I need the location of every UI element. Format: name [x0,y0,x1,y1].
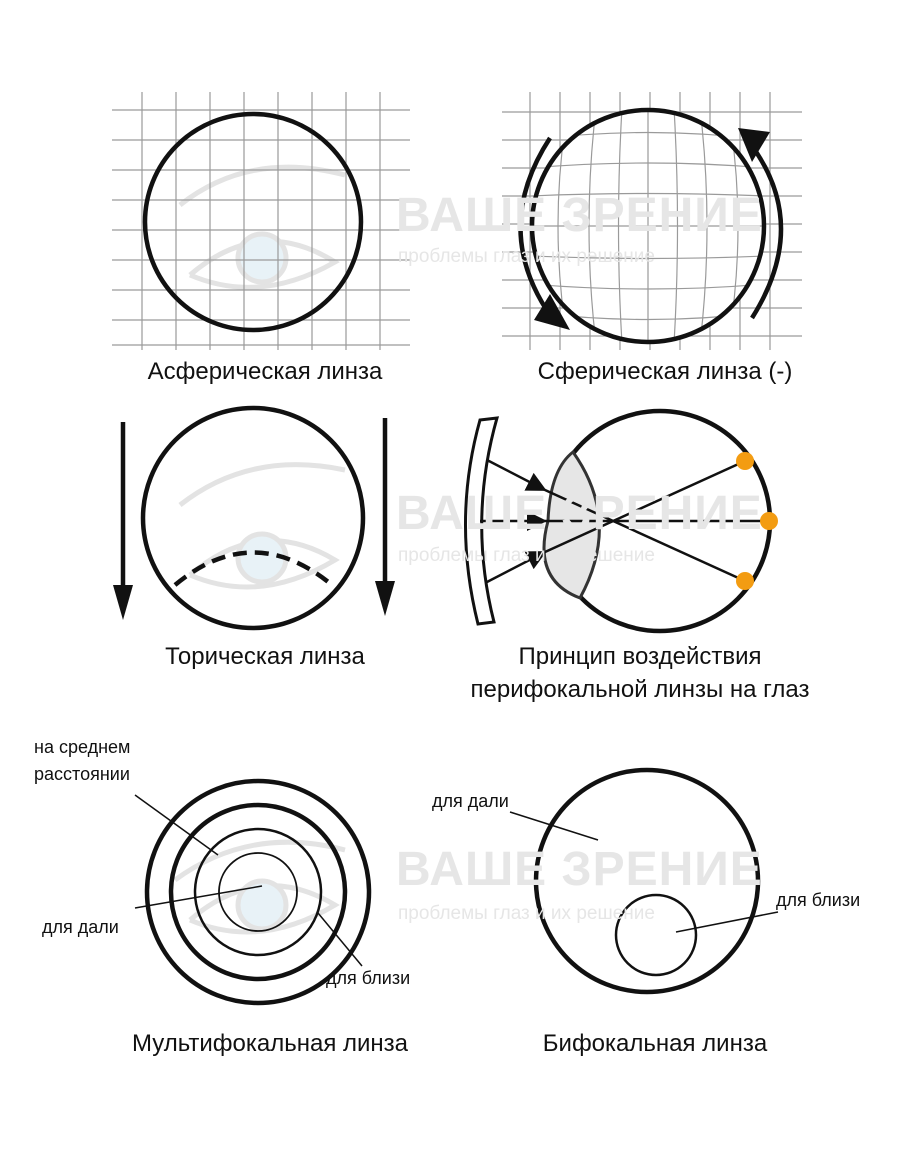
toric-arrow-left-head [113,585,133,620]
toric-arrow-right-head [375,581,395,616]
toric-lens-circle [143,408,363,628]
label-bifocal-near: для близи [776,890,861,910]
caption-aspheric: Асферическая линза [147,358,383,385]
label-multifocal-near: для близи [326,968,411,988]
caption-perifocal-line2: перифокальной линзы на глаз [470,676,810,703]
watermark-title: ВАШЕ ЗРЕНИЕ [396,487,763,540]
watermark-eye-2 [180,465,345,587]
perifocal-focus-dot-bottom [736,572,754,590]
caption-multifocal: Мультифокальная линза [131,1030,409,1057]
watermark-eye-1 [180,167,345,287]
caption-bifocal: Бифокальная линза [542,1030,768,1057]
label-multifocal-far: для дали [42,917,119,937]
watermark-title: ВАШЕ ЗРЕНИЕ [396,843,763,896]
perifocal-focus-dot-top [736,452,754,470]
caption-toric: Торическая линза [165,643,365,670]
label-multifocal-mid-line2: расстоянии [34,764,130,784]
watermark-title: ВАШЕ ЗРЕНИЕ [396,189,763,242]
caption-perifocal-line1: Принцип воздействия [518,643,762,670]
label-bifocal-far: для дали [432,791,509,811]
watermark-subtitle: проблемы глаз и их решение [398,903,655,924]
watermark-subtitle: проблемы глаз и их решение [398,545,655,566]
watermark-subtitle: проблемы глаз и их решение [398,246,655,267]
aspheric-grid [112,92,410,350]
aspheric-lens-circle [145,114,361,330]
label-multifocal-mid-line1: на среднем [34,737,131,757]
caption-spheric: Сферическая линза (-) [537,358,793,385]
